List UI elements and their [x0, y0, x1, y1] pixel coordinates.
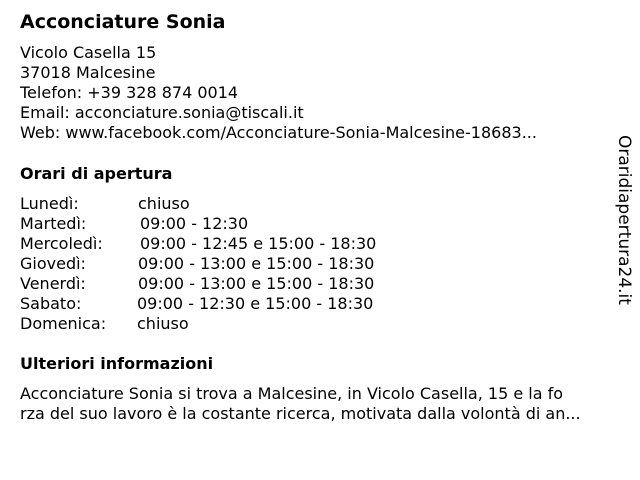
day-hours: 09:00 - 12:45 e 15:00 - 18:30: [140, 234, 377, 253]
day-label: Martedì:: [20, 214, 87, 233]
phone-text: Telefon: +39 328 874 0014: [20, 83, 239, 102]
more-info-line: rza del suo lavoro è la costante ricerca, motivata dalla volontà di an...: [20, 404, 581, 423]
day-hours: 09:00 - 12:30: [140, 214, 249, 233]
day-label: Giovedì:: [20, 254, 86, 273]
more-info-text: [20, 384, 581, 424]
business-name: Acconciature Sonia: [20, 11, 226, 33]
more-info-heading: Ulteriori informazioni: [20, 354, 214, 373]
day-label: Lunedì:: [20, 194, 79, 213]
address-street: Vicolo Casella 15: [20, 43, 157, 62]
opening-hours-heading: Orari di apertura: [20, 164, 173, 183]
email-text: Email: acconciature.sonia@tiscali.it: [20, 103, 304, 122]
more-info-line: Acconciature Sonia si trova a Malcesine, in Vicolo Casella, 15 e la fo: [20, 384, 564, 403]
address-city: 37018 Malcesine: [20, 63, 156, 82]
site-watermark: [613, 135, 635, 307]
day-hours: 09:00 - 13:00 e 15:00 - 18:30: [138, 254, 375, 273]
contact-block: [20, 43, 537, 143]
site-watermark-text: Oraridiapertura24.it: [614, 135, 634, 305]
day-label: Sabato:: [20, 294, 82, 313]
day-hours: 09:00 - 12:30 e 15:00 - 18:30: [137, 294, 374, 313]
day-label: Domenica:: [20, 314, 107, 333]
day-hours: 09:00 - 13:00 e 15:00 - 18:30: [138, 274, 375, 293]
day-hours: chiuso: [137, 314, 189, 333]
day-label: Venerdì:: [20, 274, 86, 293]
web-text: Web: www.facebook.com/Acconciature-Sonia-Malcesine-18683...: [20, 123, 537, 142]
day-label: Mercoledì:: [20, 234, 103, 253]
day-hours: chiuso: [138, 194, 190, 213]
